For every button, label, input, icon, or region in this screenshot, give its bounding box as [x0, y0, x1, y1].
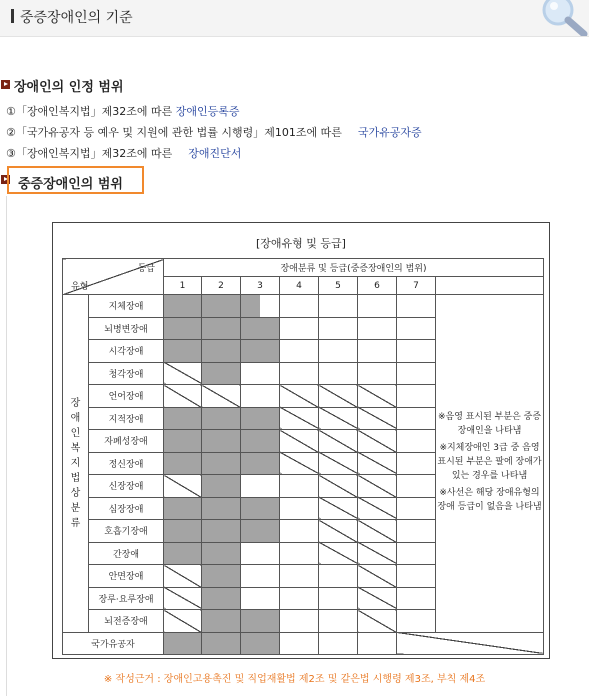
empty-cell: [397, 610, 436, 633]
diagonal-cell: [319, 497, 358, 520]
note-text: ※음영 표시된 부분은 중증장애인을 나타냄: [437, 411, 542, 436]
diagonal-cell: [358, 452, 397, 475]
empty-cell: [397, 542, 436, 565]
disability-type-label: 안면장애: [89, 565, 164, 588]
shaded-cell: [164, 632, 202, 655]
empty-cell: [397, 317, 436, 340]
diagonal-cell: [358, 385, 397, 408]
shaded-cell: [241, 340, 280, 363]
shaded-cell: [164, 542, 202, 565]
empty-cell: [280, 317, 319, 340]
shaded-cell: [164, 497, 202, 520]
diagonal-cell: [358, 565, 397, 588]
disability-type-label: 지체장애: [89, 295, 164, 318]
shaded-cell: [202, 340, 241, 363]
shaded-cell: [202, 362, 241, 385]
grade-col-header: 7: [397, 277, 436, 295]
empty-cell: [397, 295, 436, 318]
scope-heading-box: [7, 166, 144, 194]
diagonal-cell: [358, 407, 397, 430]
diagonal-cell: [280, 452, 319, 475]
list-text: 「장애인복지법」제32조에 따른: [15, 105, 176, 118]
empty-cell: [319, 632, 358, 655]
empty-cell: [397, 475, 436, 498]
grade-col-header: 5: [319, 277, 358, 295]
shaded-cell: [202, 610, 241, 633]
table-row: [63, 295, 544, 318]
empty-cell: [319, 587, 358, 610]
row-group-label: 장애인복지법상 분류: [63, 295, 89, 633]
list-text: 「국가유공자 등 예우 및 지원에 관한 법률 시행령」제101조에 따른: [15, 126, 342, 139]
diagonal-cell: [202, 385, 241, 408]
disability-type-label: 자폐성장애: [89, 430, 164, 453]
shaded-cell: [164, 295, 202, 318]
diagonal-cell: [358, 430, 397, 453]
corner-header: [63, 259, 164, 295]
figure-title: [장애유형 및 등급]: [256, 237, 346, 250]
empty-cell: [280, 497, 319, 520]
diagonal-cell: [319, 475, 358, 498]
empty-cell: [397, 430, 436, 453]
shaded-cell: [164, 520, 202, 543]
shaded-cell: [241, 610, 280, 633]
empty-cell: [280, 565, 319, 588]
disability-type-label: 신장장애: [89, 475, 164, 498]
empty-cell: [358, 362, 397, 385]
diagonal-cell: [164, 587, 202, 610]
diagonal-cell: [397, 632, 544, 655]
empty-cell: [280, 610, 319, 633]
diagonal-cell: [319, 385, 358, 408]
shaded-cell: [241, 632, 280, 655]
play-arrow-icon: [1, 80, 10, 89]
diagonal-cell: [358, 497, 397, 520]
diagnosis-link[interactable]: 장애진단서: [188, 147, 242, 160]
shaded-cell: [202, 520, 241, 543]
header-blank: [436, 277, 544, 295]
empty-cell: [319, 340, 358, 363]
grade-col-header: 3: [241, 277, 280, 295]
diagonal-cell: [319, 520, 358, 543]
shaded-cell: [241, 452, 280, 475]
disability-type-label: 장루·요루장애: [89, 587, 164, 610]
empty-cell: [358, 632, 397, 655]
shaded-cell: [202, 497, 241, 520]
grade-header: 등급: [137, 264, 155, 274]
diagonal-cell: [319, 430, 358, 453]
diagonal-cell: [280, 430, 319, 453]
diagonal-cell: [164, 610, 202, 633]
diagonal-cell: [319, 407, 358, 430]
diagonal-cell: [319, 542, 358, 565]
shaded-cell: [202, 587, 241, 610]
shaded-cell: [241, 520, 280, 543]
page-header: [0, 0, 589, 37]
scope-title: 중증장애인의 범위: [18, 177, 123, 192]
shaded-cell: [202, 632, 241, 655]
diagonal-cell: [358, 542, 397, 565]
empty-cell: [280, 340, 319, 363]
diagonal-cell: [280, 407, 319, 430]
empty-cell: [397, 407, 436, 430]
empty-cell: [319, 610, 358, 633]
empty-cell: [397, 520, 436, 543]
shaded-cell: [164, 430, 202, 453]
disability-type-label: 정신장애: [89, 452, 164, 475]
header-bar: [11, 9, 14, 23]
veteran-card-link[interactable]: 국가유공자증: [357, 126, 422, 139]
disability-grade-table: [62, 258, 544, 655]
empty-cell: [241, 385, 280, 408]
empty-cell: [280, 542, 319, 565]
shaded-cell: [241, 430, 280, 453]
source-footnote: ※ 작성근거 : 장애인고용촉진 및 직업재활법 제2조 및 같은법 시행령 제3조, 부칙 제4조: [103, 674, 486, 685]
note-text: ※사선은 해당 장애유형의 장애 등급이 없음을 나타냄: [437, 487, 542, 512]
grade-col-header: 4: [280, 277, 319, 295]
shaded-cell: [202, 407, 241, 430]
shaded-cell: [241, 407, 280, 430]
empty-cell: [397, 587, 436, 610]
empty-cell: [319, 565, 358, 588]
empty-cell: [241, 587, 280, 610]
diagonal-cell: [280, 385, 319, 408]
empty-cell: [280, 295, 319, 318]
diagonal-cell: [358, 610, 397, 633]
shaded-cell: [241, 317, 280, 340]
list-num: ③: [6, 147, 16, 160]
empty-cell: [241, 362, 280, 385]
empty-cell: [358, 295, 397, 318]
shaded-cell: [202, 295, 241, 318]
grade-col-header: 6: [358, 277, 397, 295]
shaded-cell: [164, 452, 202, 475]
empty-cell: [280, 587, 319, 610]
diagonal-cell: [164, 475, 202, 498]
shaded-cell: [202, 475, 241, 498]
shaded-cell: [202, 317, 241, 340]
diagonal-cell: [319, 452, 358, 475]
empty-cell: [280, 475, 319, 498]
empty-cell: [397, 497, 436, 520]
disability-type-label: 시각장애: [89, 340, 164, 363]
disability-type-label: 지적장애: [89, 407, 164, 430]
group-header: 장애분류 및 등급(중증장애인의 범위): [164, 259, 544, 277]
divider: [6, 196, 7, 696]
note-text: ※지체장애인 3급 중 음영 표시된 부분은 팔에 장애가 있는 경우를 나타냄: [437, 442, 542, 481]
disability-grade-figure: [52, 222, 550, 659]
diagonal-cell: [358, 587, 397, 610]
shaded-cell: [202, 542, 241, 565]
empty-cell: [397, 565, 436, 588]
recognition-title: 장애인의 인정 범위: [14, 80, 124, 95]
disability-type-label: 호흡기장애: [89, 520, 164, 543]
empty-cell: [280, 632, 319, 655]
empty-cell: [358, 317, 397, 340]
diagonal-cell: [358, 520, 397, 543]
empty-cell: [241, 565, 280, 588]
table-row: [63, 632, 544, 655]
grade-col-header: 2: [202, 277, 241, 295]
disability-type-label: 간장애: [89, 542, 164, 565]
empty-cell: [280, 362, 319, 385]
empty-cell: [397, 385, 436, 408]
empty-cell: [241, 542, 280, 565]
disability-type-label: 뇌전증장애: [89, 610, 164, 633]
shaded-cell: [164, 317, 202, 340]
shaded-cell: [202, 565, 241, 588]
disability-type-label: 언어장애: [89, 385, 164, 408]
type-header: 유형: [71, 282, 89, 292]
magnifier-icon: [534, 0, 588, 36]
shaded-cell: [241, 497, 280, 520]
empty-cell: [397, 340, 436, 363]
diagonal-cell: [164, 565, 202, 588]
disability-type-label: 청각장애: [89, 362, 164, 385]
empty-cell: [280, 520, 319, 543]
veteran-label: 국가유공자: [63, 632, 164, 655]
list-item: [6, 145, 241, 161]
empty-cell: [319, 295, 358, 318]
disability-type-label: 뇌병변장애: [89, 317, 164, 340]
grade-col-header: 1: [164, 277, 202, 295]
partial-shaded-cell: [241, 295, 280, 318]
list-item: [6, 103, 240, 119]
diagonal-cell: [358, 475, 397, 498]
empty-cell: [319, 317, 358, 340]
list-item: [6, 124, 422, 140]
empty-cell: [397, 362, 436, 385]
list-num: ①: [6, 105, 16, 118]
empty-cell: [241, 475, 280, 498]
empty-cell: [319, 362, 358, 385]
list-text: 「장애인복지법」제32조에 따른: [15, 147, 173, 160]
registration-card-link[interactable]: 장애인등록증: [175, 105, 240, 118]
table-notes: [436, 295, 544, 633]
diagonal-cell: [164, 385, 202, 408]
shaded-cell: [202, 452, 241, 475]
diagonal-cell: [164, 362, 202, 385]
list-num: ②: [6, 126, 16, 139]
shaded-cell: [202, 430, 241, 453]
shaded-cell: [164, 340, 202, 363]
disability-type-label: 심장장애: [89, 497, 164, 520]
empty-cell: [397, 452, 436, 475]
shaded-cell: [164, 407, 202, 430]
empty-cell: [358, 340, 397, 363]
page-title: 중증장애인의 기준: [20, 10, 133, 26]
